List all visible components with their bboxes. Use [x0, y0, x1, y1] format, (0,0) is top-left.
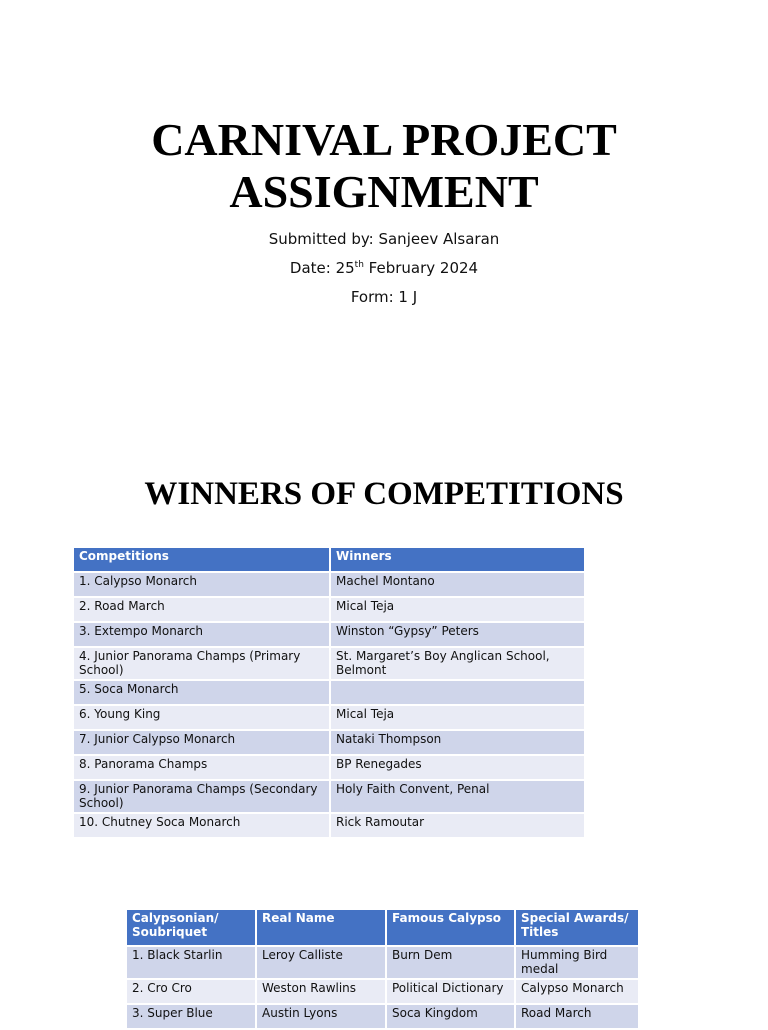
winner-cell: Machel Montano — [330, 572, 585, 597]
competition-cell: 9. Junior Panorama Champs (Secondary School) — [74, 780, 330, 813]
column-header: Winners — [330, 548, 585, 572]
date-prefix: Date: 25 — [289, 259, 355, 277]
column-header: Special Awards/ Titles — [515, 910, 639, 946]
famous-calypso-cell: Political Dictionary — [386, 979, 515, 1004]
title-line-2: ASSIGNMENT — [229, 166, 539, 217]
awards-cell: Calypso Monarch — [515, 979, 639, 1004]
competition-cell: 2. Road March — [74, 597, 330, 622]
date-ordinal: th — [354, 260, 364, 270]
form-class: Form: 1 J — [350, 288, 418, 306]
real-name-cell: Leroy Calliste — [256, 946, 386, 979]
table-row — [127, 979, 639, 1004]
competition-cell: 7. Junior Calypso Monarch — [74, 730, 330, 755]
competition-cell: 6. Young King — [74, 705, 330, 730]
famous-calypso-cell: Soca Kingdom — [386, 1004, 515, 1029]
winner-cell: Nataki Thompson — [330, 730, 585, 755]
winner-cell — [330, 680, 585, 705]
column-header: Real Name — [256, 910, 386, 946]
winner-cell: Holy Faith Convent, Penal — [330, 780, 585, 813]
table-row — [74, 813, 585, 838]
calypsonian-cell: 3. Super Blue — [127, 1004, 256, 1029]
winner-cell: St. Margaret’s Boy Anglican School, Belmont — [330, 647, 585, 680]
winner-cell: Mical Teja — [330, 705, 585, 730]
competition-cell: 10. Chutney Soca Monarch — [74, 813, 330, 838]
competition-cell: 5. Soca Monarch — [74, 680, 330, 705]
title-line-1: CARNIVAL PROJECT — [151, 114, 617, 165]
table-row — [74, 780, 585, 813]
section-title: WINNERS OF COMPETITIONS — [144, 476, 624, 512]
submission-date — [0, 259, 768, 277]
document-title — [0, 114, 768, 218]
submitted-by: Submitted by: Sanjeev Alsaran — [268, 230, 500, 248]
competition-cell: 1. Calypso Monarch — [74, 572, 330, 597]
competition-cell: 8. Panorama Champs — [74, 755, 330, 780]
table-row — [74, 647, 585, 680]
table-header-row — [127, 910, 639, 946]
winner-cell: Rick Ramoutar — [330, 813, 585, 838]
calypsonian-cell: 1. Black Starlin — [127, 946, 256, 979]
awards-cell: Road March — [515, 1004, 639, 1029]
column-header: Competitions — [74, 548, 330, 572]
real-name-cell: Weston Rawlins — [256, 979, 386, 1004]
winner-cell: BP Renegades — [330, 755, 585, 780]
table-row — [74, 755, 585, 780]
table-row — [127, 946, 639, 979]
table-row — [74, 705, 585, 730]
table-row — [74, 730, 585, 755]
real-name-cell: Austin Lyons — [256, 1004, 386, 1029]
winner-cell: Winston “Gypsy” Peters — [330, 622, 585, 647]
calypsonians-table — [127, 910, 640, 1030]
table-row — [127, 1004, 639, 1029]
famous-calypso-cell: Burn Dem — [386, 946, 515, 979]
column-header: Famous Calypso — [386, 910, 515, 946]
date-suffix: February 2024 — [363, 259, 479, 277]
awards-cell: Humming Bird medal — [515, 946, 639, 979]
calypsonian-cell: 2. Cro Cro — [127, 979, 256, 1004]
table-row — [74, 597, 585, 622]
table-row — [74, 622, 585, 647]
competition-cell: 4. Junior Panorama Champs (Primary School) — [74, 647, 330, 680]
column-header: Calypsonian/ Soubriquet — [127, 910, 256, 946]
table-header-row — [74, 548, 585, 572]
competition-cell: 3. Extempo Monarch — [74, 622, 330, 647]
table-row — [74, 572, 585, 597]
competitions-table — [74, 548, 586, 839]
table-row — [74, 680, 585, 705]
winner-cell: Mical Teja — [330, 597, 585, 622]
